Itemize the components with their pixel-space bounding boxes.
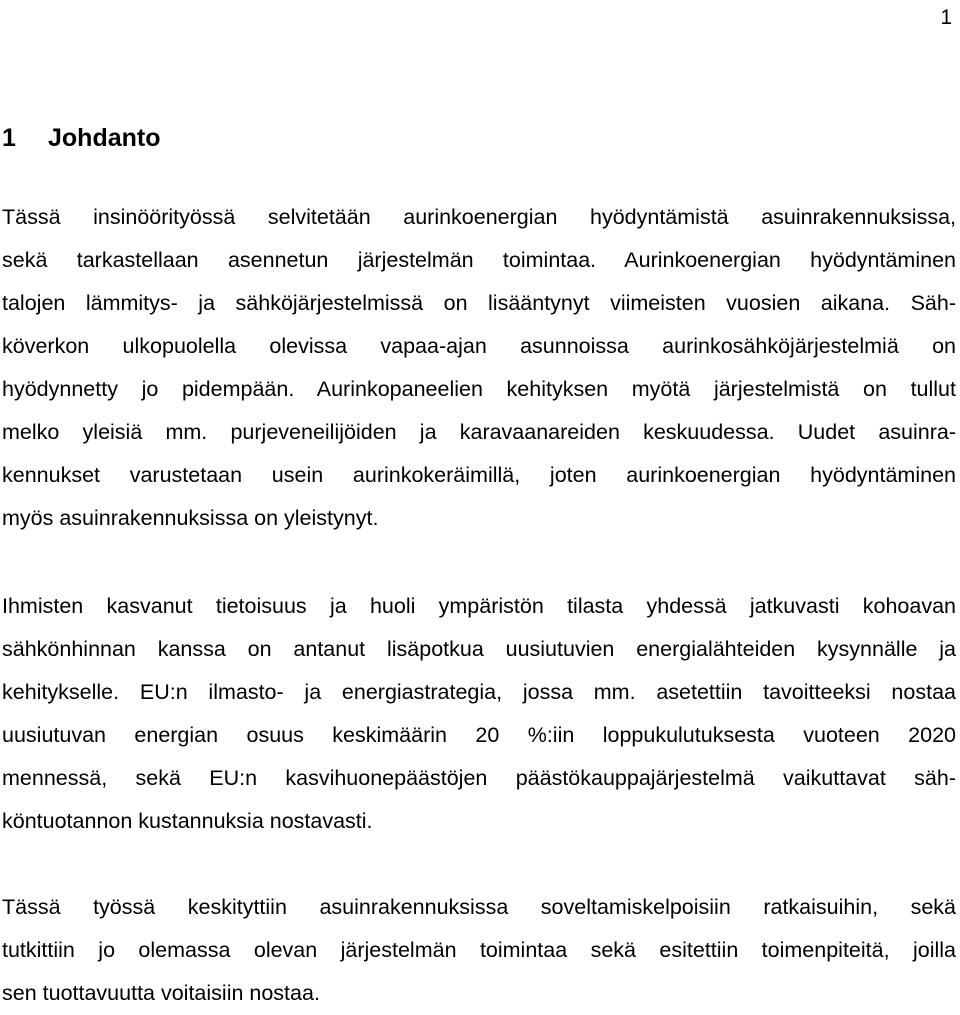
text-line: sähkönhinnan kanssa on antanut lisäpotkua uusiutuvien energialähteiden kysynnälle ja [2,637,956,661]
section-heading [2,124,161,153]
text-line: mennessä, sekä EU:n kasvihuonepäästöjen päästökauppajärjestelmä vaikuttavat säh- [2,766,956,790]
section-title: Johdanto [48,124,161,152]
text-line: kennukset varustetaan usein aurinkokeräimillä, joten aurinkoenergian hyödyntäminen [2,463,956,487]
paragraph-motivation [2,585,956,843]
paragraph-scope [2,886,956,1015]
text-line: tutkittiin jo olemassa olevan järjestelmän toimintaa sekä esitettiin toimenpiteitä, joilla [2,938,956,962]
text-line: Tässä työssä keskityttiin asuinrakennuksissa soveltamiskelpoisiin ratkaisuihin, sekä [2,895,956,919]
text-line: kehitykselle. EU:n ilmasto- ja energiastrategia, jossa mm. asetettiin tavoitteeksi nostaa [2,680,956,704]
text-line: myös asuinrakennuksissa on yleistynyt. [2,506,379,530]
paragraph-intro [2,196,956,540]
text-line: sekä tarkastellaan asennetun järjestelmän toimintaa. Aurinkoenergian hyödyntäminen [2,248,956,272]
text-line: köverkon ulkopuolella olevissa vapaa-ajan asunnoissa aurinkosähköjärjestelmiä on [2,334,956,358]
page-number: 1 [940,6,952,29]
section-number: 1 [2,124,16,152]
text-line: sen tuottavuutta voitaisiin nostaa. [2,981,320,1005]
text-line: talojen lämmitys- ja sähköjärjestelmissä on lisääntynyt viimeisten vuosien aikana. Säh- [2,291,956,315]
text-line: melko yleisiä mm. purjeveneilijöiden ja karavaanareiden keskuudessa. Uudet asuinra- [2,420,956,444]
text-line: hyödynnetty jo pidempään. Aurinkopaneelien kehityksen myötä järjestelmistä on tullut [2,377,956,401]
text-line: uusiutuvan energian osuus keskimäärin 20 %:iin loppukulutuksesta vuoteen 2020 [2,723,956,747]
text-line: köntuotannon kustannuksia nostavasti. [2,809,373,833]
text-line: Ihmisten kasvanut tietoisuus ja huoli ympäristön tilasta yhdessä jatkuvasti kohoavan [2,594,956,618]
text-line: Tässä insinöörityössä selvitetään aurinkoenergian hyödyntämistä asuinrakennuksissa, [2,205,956,229]
